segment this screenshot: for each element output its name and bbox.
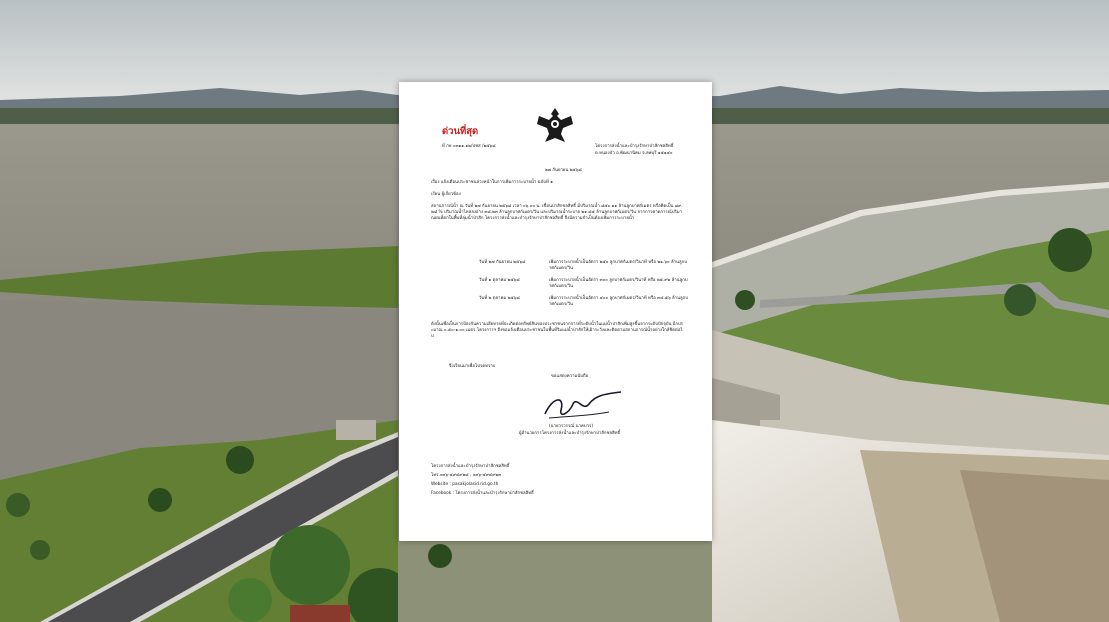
tree [30,540,50,560]
schedule-day-2: วันที่ ๑ ตุลาคม ๒๕๖๘ [479,278,520,283]
organization-address: ต.หนองบัว อ.พัฒนานิคม จ.ลพบุรี ๑๕๑๔๐ [595,151,673,156]
letter-subject: เรื่อง แจ้งเตือนประชาชนล่วงหน้าในการเพิ่มการระบายน้ำ ฉบับที่ ๑ [431,180,553,185]
footer-facebook: Facebook : โครงการส่งน้ำและบำรุงรักษาป่าสักชลสิทธิ์ [431,491,534,496]
body-paragraph-2: ดังนั้นเพื่อเป็นการป้องกันความเสียหายที่จะเกิดต่อทรัพย์สินของประชาชนจากการที่ระดับน้ำในแม่น้ำป่าสักเพิ่มสูงขึ้นจากระดับปัจจุบัน อีกประมาณ ๐.๕๐-๑.๐๐ เมตร โครงการฯ จึงขอแจ้งเตือนประชาชนในพื้นที่ริมแม่น้ำป่าสักให้เฝ้าระวังและติดตามสถานการณ์น้ำอย่างใกล้ชิดต่อไป [431,322,683,340]
tree [226,446,254,474]
body-paragraph-1: สถานการณ์น้ำ ณ วันที่ ๒๗ กันยายน ๒๕๖๘ เวลา ๐๖.๐๐ น. เขื่อนป่าสักชลสิทธิ์ มีปริมาณน้ำ ๘๕๐.๑๑ ล้านลูกบาศก์เมตร หรือคิดเป็น ๘๙.๒๘ % ปริมาณน้ำไหลลงอ่าง ๓๘.๒๓ ล้านลูกบาศก์เมตร/วัน และปริมาณน้ำระบาย ๒๑.๘๕ ล้านลูกบาศก์เมตร/วัน จากการคาดการณ์ปริมาณฝนที่ตกในพื้นที่ลุ่มน้ำป่าสัก โครงการส่งน้ำและบำรุงรักษาป่าสักชลสิทธิ์ จึงมีความจำเป็นต้องเพิ่มการระบายน้ำ [431,204,683,222]
urgency-label: ด่วนที่สุด [442,126,479,137]
signer-name: (นายวรวรรณ์ นาคบวร) [549,424,593,429]
tree [228,578,272,622]
tree [428,544,452,568]
letter-date: ๒๗ กันยายน ๒๕๖๘ [545,168,582,173]
schedule-detail-1: เพิ่มการระบายน้ำเป็นอัตรา ๒๕๐ ลูกบาศก์เมตร/วินาที หรือ ๒๑.๖๐ ล้านลูกบาศก์เมตร/วัน [549,260,687,272]
footer-phone: โทร.๐๓๖-๔๙๔๙๒๘ , ๐๓๖-๔๙๔๙๒๓ [431,473,502,478]
handwritten-signature [539,390,629,422]
tree [1004,284,1036,316]
footer-organization: โครงการส่งน้ำและบำรุงรักษาป่าสักชลสิทธิ์ [431,464,510,469]
tree [270,525,350,605]
signer-title: ผู้อำนวยการโครงการส่งน้ำและบำรุงรักษาป่าสักชลสิทธิ์ [519,431,621,436]
schedule-detail-3: เพิ่มการระบายน้ำเป็นอัตรา ๔๐๐ ลูกบาศก์เมตร/วินาที หรือ ๓๔.๕๖ ล้านลูกบาศก์เมตร/วัน [549,296,688,308]
letter-salutation: เรียน ผู้เกี่ยวข้อง [431,192,461,197]
schedule-detail-2: เพิ่มการระบายน้ำเป็นอัตรา ๓๐๐ ลูกบาศก์เมตร/วินาที หรือ ๒๕.๙๒ ล้านลูกบาศก์เมตร/วัน [549,278,688,290]
official-letter [399,82,712,541]
reference-number: ที่ กษ ๐๓๑๑.๑๒/ปชส /๒๕๖๘ [442,144,496,149]
tree [148,488,172,512]
garuda-emblem [533,104,577,148]
closing-phrase: ขอแสดงความนับถือ [551,374,589,379]
schedule-day-1: วันที่ ๒๗ กันยายน ๒๕๖๘ [479,260,526,265]
organization-name: โครงการส่งน้ำและบำรุงรักษาป่าสักชลสิทธิ์ [595,144,674,149]
roof [290,605,350,622]
tree [6,493,30,517]
tree [1048,228,1092,272]
schedule-day-3: วันที่ ๒ ตุลาคม ๒๕๖๘ [479,296,520,301]
tree [735,290,755,310]
bridge-pier [336,420,376,440]
footer-website: Website : pasakjolasid.rid.go.th [431,482,499,487]
closing-request: จึงเรียนมาเพื่อโปรดทราบ [449,364,496,369]
